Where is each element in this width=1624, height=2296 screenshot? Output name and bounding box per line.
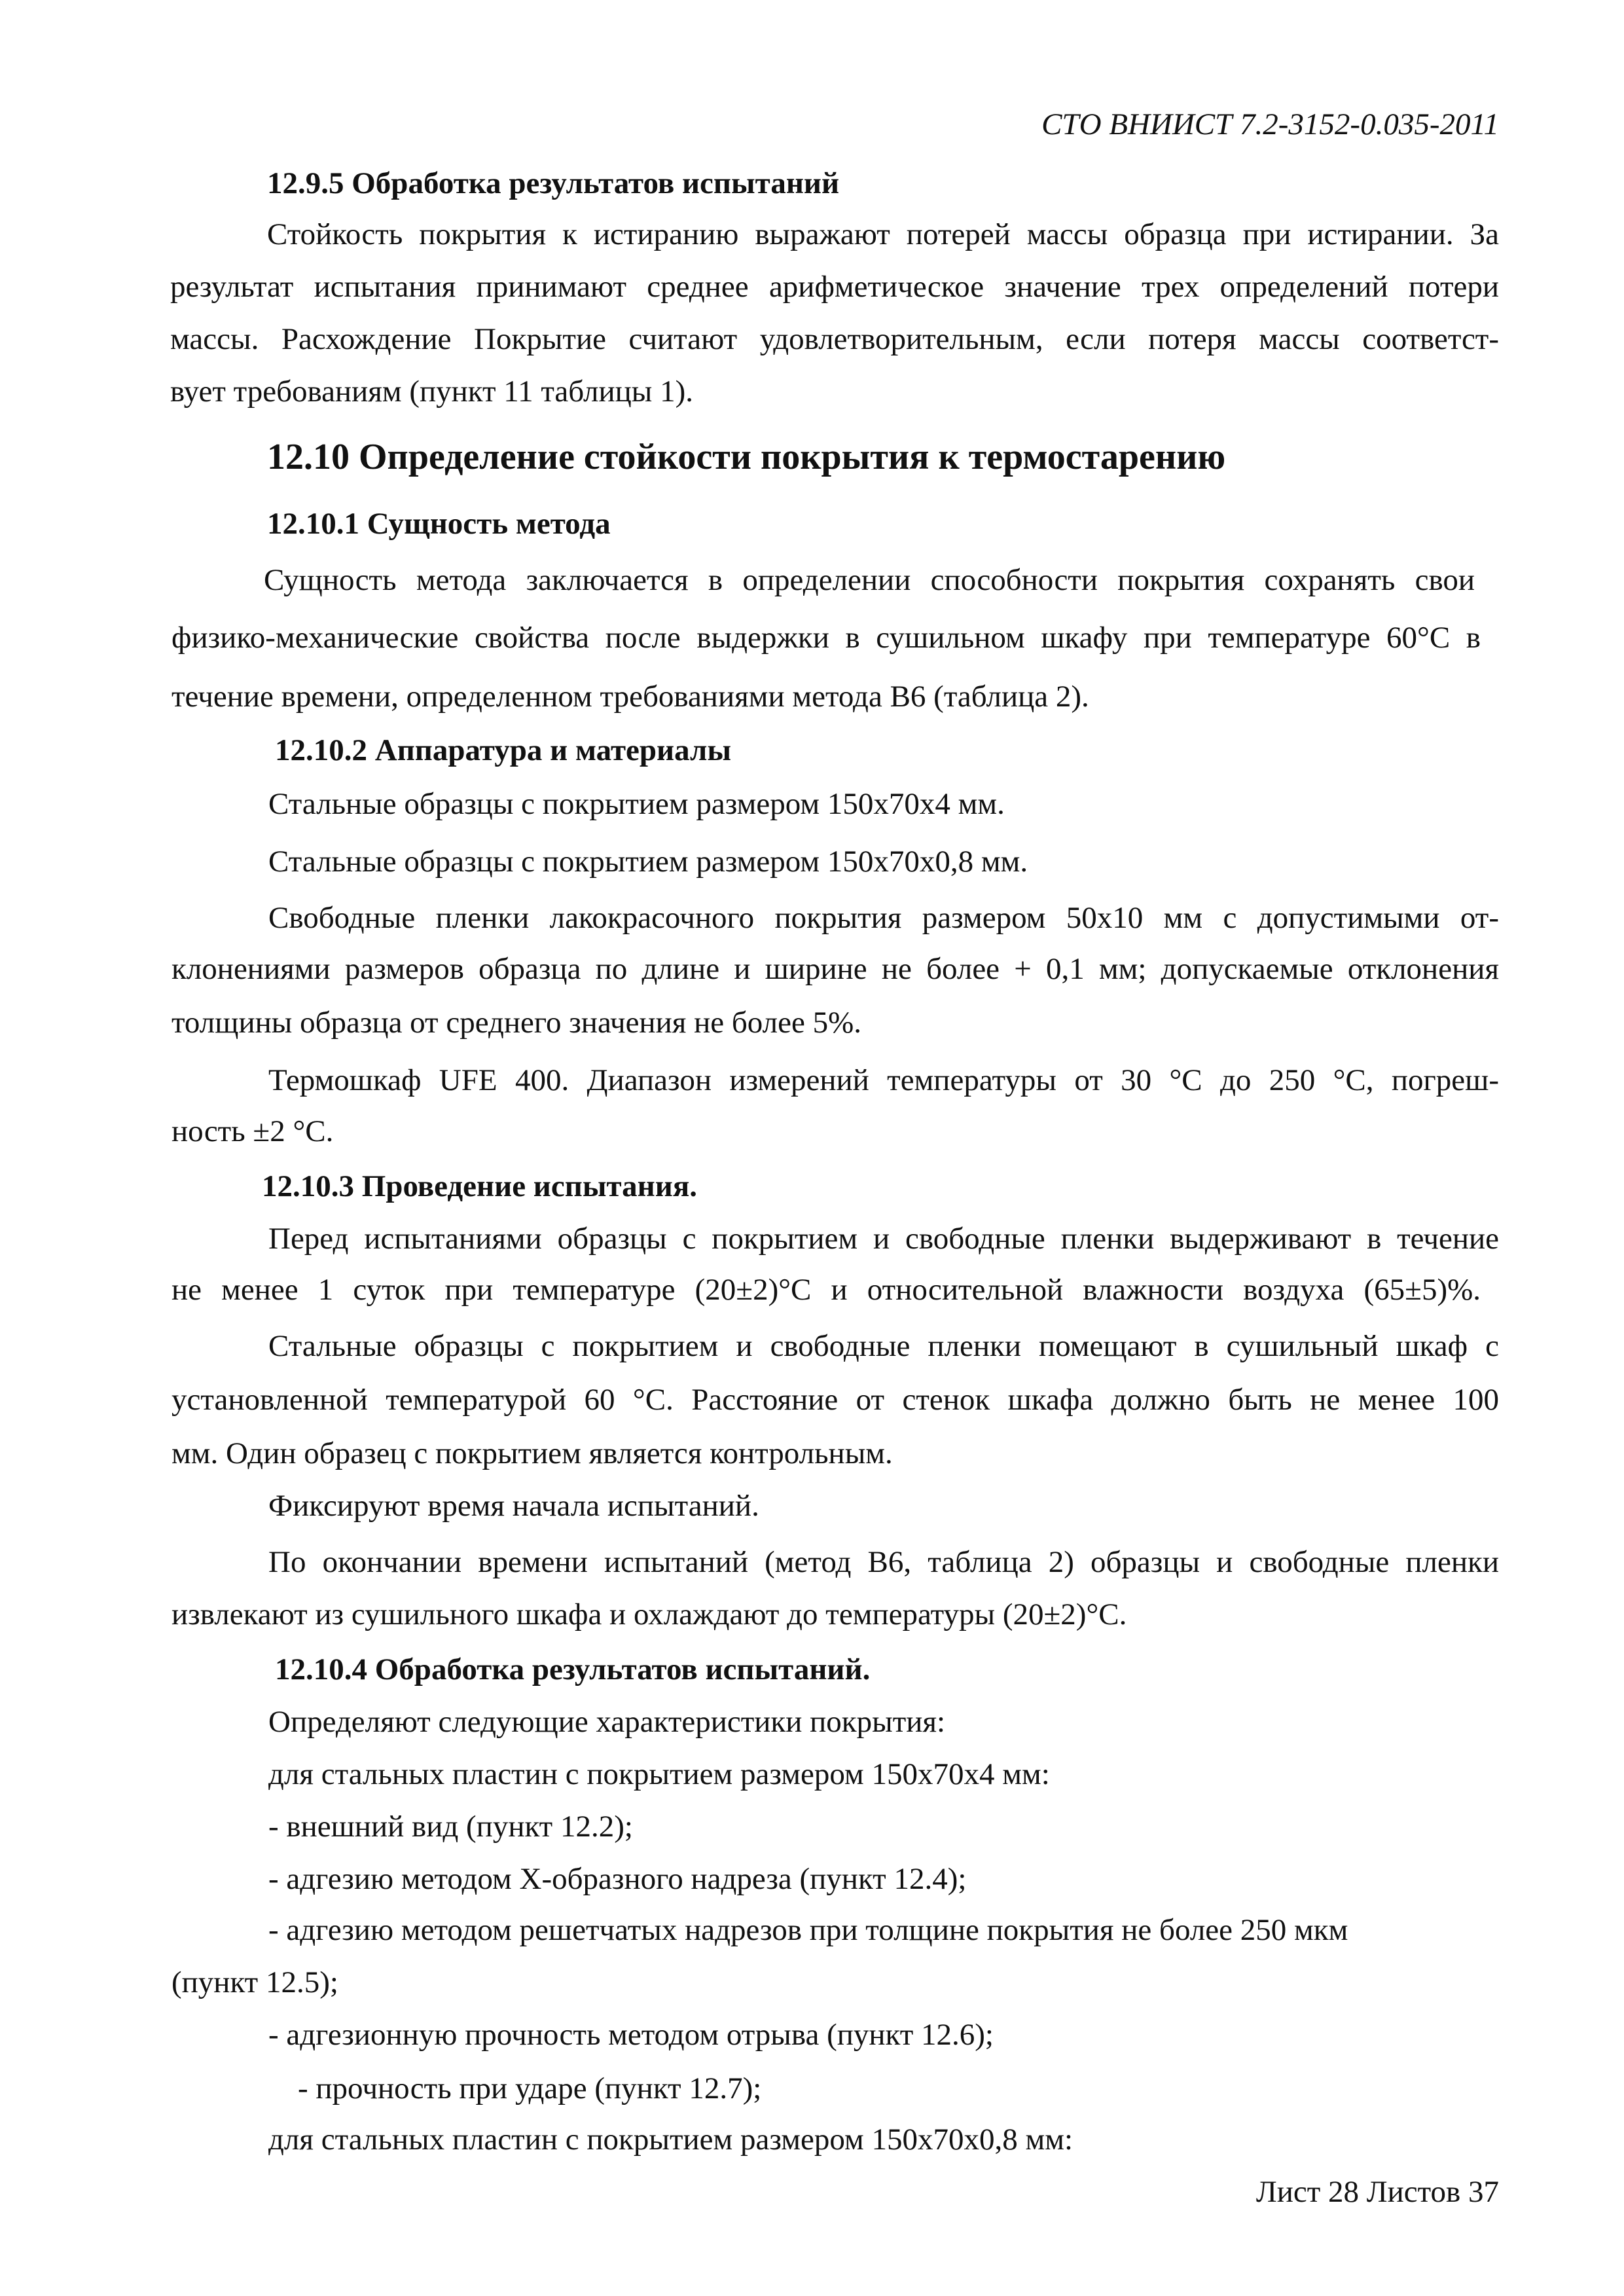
paragraph-line: По окончании времени испытаний (метод В6, таблица 2) образцы и свободные пленки [268, 1545, 1499, 1579]
paragraph-line: толщины образца от среднего значения не более 5%. [171, 1006, 861, 1040]
paragraph-line: Стальные образцы с покрытием размером 150х70х4 мм. [268, 787, 1005, 821]
paragraph-line: Сущность метода заключается в определении способности покрытия сохранять свои [264, 563, 1475, 597]
sheet-number-footer: Лист 28 Листов 37 [1255, 2175, 1499, 2209]
paragraph-line: Перед испытаниями образцы с покрытием и свободные пленки выдерживают в течение [268, 1222, 1499, 1256]
paragraph-line: физико-механические свойства после выдержки в сушильном шкафу при температуре 60°С в [171, 621, 1481, 655]
paragraph-line: Стальные образцы с покрытием и свободные пленки помещают в сушильный шкаф с [268, 1329, 1499, 1363]
paragraph-line: для стальных пластин с покрытием размером 150х70х4 мм: [268, 1757, 1050, 1791]
paragraph-line: Стойкость покрытия к истиранию выражают потерей массы образца при истирании. За [267, 217, 1499, 251]
section-12-10-title: 12.10 Определение стойкости покрытия к термостарению [267, 437, 1226, 477]
paragraph-line: течение времени, определенном требованиями метода В6 (таблица 2). [171, 680, 1089, 714]
list-item: - адгезионную прочность методом отрыва (пункт 12.6); [268, 2018, 994, 2052]
paragraph-line: мм. Один образец с покрытием является контрольным. [171, 1436, 893, 1470]
paragraph-line: не менее 1 суток при температуре (20±2)°С и относительной влажности воздуха (65±5)%. [171, 1273, 1481, 1307]
doc-code-header: СТО ВНИИСТ 7.2-3152-0.035-2011 [1041, 107, 1499, 141]
section-12-10-4-title: 12.10.4 Обработка результатов испытаний. [275, 1652, 871, 1686]
paragraph-line: Термошкаф UFE 400. Диапазон измерений температуры от 30 °С до 250 °С, погреш- [268, 1063, 1499, 1097]
section-12-10-2-title: 12.10.2 Аппаратура и материалы [275, 733, 732, 767]
list-item: - внешний вид (пункт 12.2); [268, 1810, 633, 1844]
paragraph-line: ность ±2 °С. [171, 1114, 334, 1148]
paragraph-line: Определяют следующие характеристики покрытия: [268, 1705, 946, 1739]
paragraph-line: установленной температурой 60 °С. Расстояние от стенок шкафа должно быть не менее 100 [171, 1383, 1499, 1417]
list-item: - адгезию методом Х-образного надреза (пункт 12.4); [268, 1862, 967, 1896]
paragraph-line: извлекают из сушильного шкафа и охлаждают до температуры (20±2)°С. [171, 1597, 1127, 1631]
paragraph-line: клонениями размеров образца по длине и ширине не более + 0,1 мм; допускаемые отклонения [171, 952, 1499, 986]
paragraph-line: массы. Расхождение Покрытие считают удовлетворительным, если потеря массы соответст- [170, 322, 1499, 356]
paragraph-line: Фиксируют время начала испытаний. [268, 1489, 759, 1523]
paragraph-line: Стальные образцы с покрытием размером 150х70х0,8 мм. [268, 845, 1028, 879]
list-item: - адгезию методом решетчатых надрезов при толщине покрытия не более 250 мкм [268, 1913, 1348, 1947]
paragraph-line: вует требованиям (пункт 11 таблицы 1). [170, 374, 694, 409]
section-12-10-1-title: 12.10.1 Сущность метода [267, 507, 611, 541]
list-item: - прочность при ударе (пункт 12.7); [298, 2071, 762, 2105]
paragraph-line: Свободные пленки лакокрасочного покрытия размером 50х10 мм с допустимыми от- [268, 901, 1499, 935]
paragraph-line: для стальных пластин с покрытием размером 150х70х0,8 мм: [268, 2123, 1073, 2157]
paragraph-line: результат испытания принимают среднее арифметическое значение трех определений потери [170, 270, 1499, 304]
section-12-9-5-title: 12.9.5 Обработка результатов испытаний [267, 166, 840, 200]
list-item: (пункт 12.5); [171, 1965, 338, 1999]
section-12-10-3-title: 12.10.3 Проведение испытания. [262, 1169, 698, 1203]
